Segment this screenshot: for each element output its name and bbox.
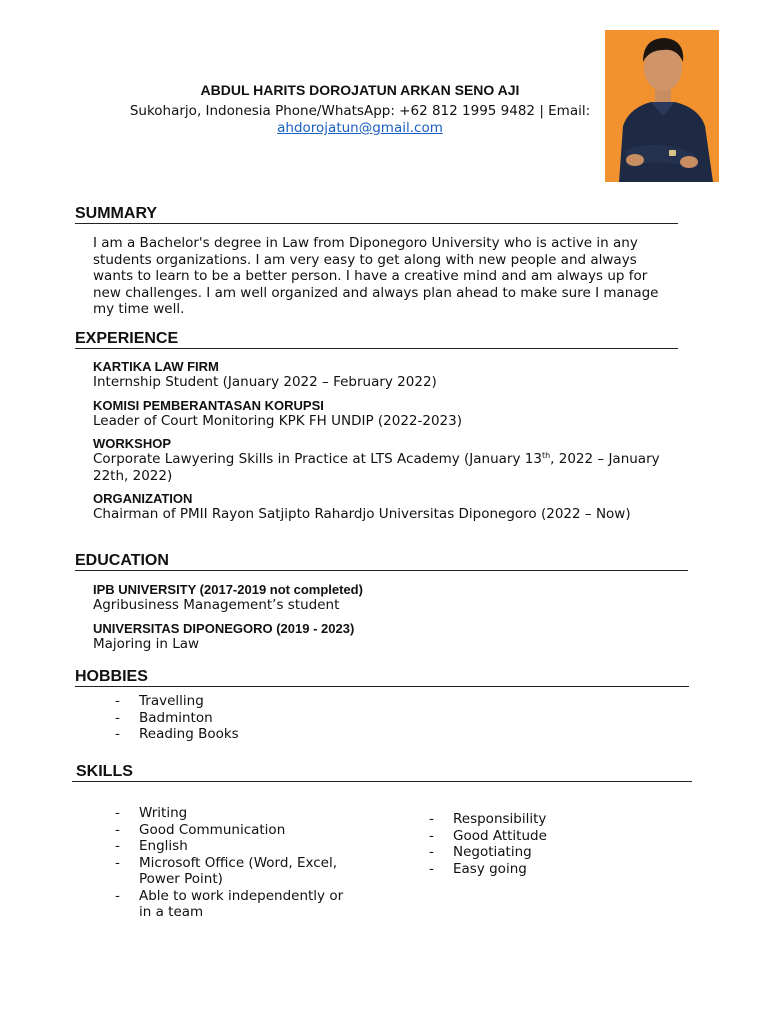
list-item: - Microsoft Office (Word, Excel, Power Point) <box>115 855 345 888</box>
experience-title: ORGANIZATION <box>93 491 193 506</box>
experience-detail: Leader of Court Monitoring KPK FH UNDIP (2022-2023) <box>93 412 462 429</box>
experience-title: WORKSHOP <box>93 436 171 451</box>
list-item: - Reading Books <box>115 726 415 743</box>
resume-name: ABDUL HARITS DOROJATUN ARKAN SENO AJI <box>200 82 520 98</box>
education-title: UNIVERSITAS DIPONEGORO (2019 - 2023) <box>93 620 355 636</box>
list-item: - Able to work independently or in a team <box>115 888 345 921</box>
experience-heading: EXPERIENCE <box>75 330 678 349</box>
contact-info <box>110 103 610 137</box>
experience-item <box>93 491 673 523</box>
experience-detail: Corporate Lawyering Skills in Practice at LTS Academy (January 13th, 2022 – January 22th, 2022) <box>93 451 660 484</box>
experience-item <box>93 398 673 430</box>
hobbies-list <box>115 693 415 743</box>
skills-heading: SKILLS <box>72 763 692 782</box>
experience-item <box>93 436 673 484</box>
experience-list <box>93 359 673 523</box>
skills-list-left <box>115 805 345 921</box>
list-item: - Easy going <box>429 861 679 878</box>
list-item: - Badminton <box>115 710 415 727</box>
list-item: - Negotiating <box>429 844 679 861</box>
experience-title: KARTIKA LAW FIRM <box>93 359 219 374</box>
education-title: IPB UNIVERSITY (2017-2019 not completed) <box>93 582 363 597</box>
list-item: - English <box>115 838 345 855</box>
list-item: - Writing <box>115 805 345 822</box>
hobbies-heading: HOBBIES <box>75 668 689 687</box>
profile-photo <box>605 30 719 182</box>
education-item <box>93 621 683 653</box>
list-item: - Good Attitude <box>429 828 679 845</box>
email-link[interactable]: ahdorojatun@gmail.com <box>277 120 443 136</box>
education-detail: Majoring in Law <box>93 635 200 652</box>
contact-line: Sukoharjo, Indonesia Phone/WhatsApp: +62 812 1995 9482 | Email: <box>129 103 591 119</box>
education-item <box>93 582 683 614</box>
education-heading: EDUCATION <box>75 552 688 571</box>
list-item: - Good Communication <box>115 822 345 839</box>
experience-title: KOMISI PEMBERANTASAN KORUPSI <box>93 397 324 413</box>
skills-list-right <box>429 811 679 877</box>
person-photo-icon <box>605 30 719 182</box>
experience-item <box>93 359 673 391</box>
experience-detail: Chairman of PMII Rayon Satjipto Rahardjo Universitas Diponegoro (2022 – Now) <box>93 506 631 522</box>
summary-text: I am a Bachelor's degree in Law from Diponegoro University who is active in any students organizations. I am very easy to get along with new people and always wants to learn to be a better person. I have a creative mind and am always up for new challenges. I am well organized and always plan ahead to make sure I manage my time well. <box>93 235 659 317</box>
list-item: - Responsibility <box>429 811 679 828</box>
list-item: - Travelling <box>115 693 415 710</box>
experience-detail: Internship Student (January 2022 – February 2022) <box>93 374 437 390</box>
education-detail: Agribusiness Management’s student <box>93 597 340 613</box>
education-list <box>93 582 683 652</box>
summary-heading: SUMMARY <box>75 205 678 224</box>
